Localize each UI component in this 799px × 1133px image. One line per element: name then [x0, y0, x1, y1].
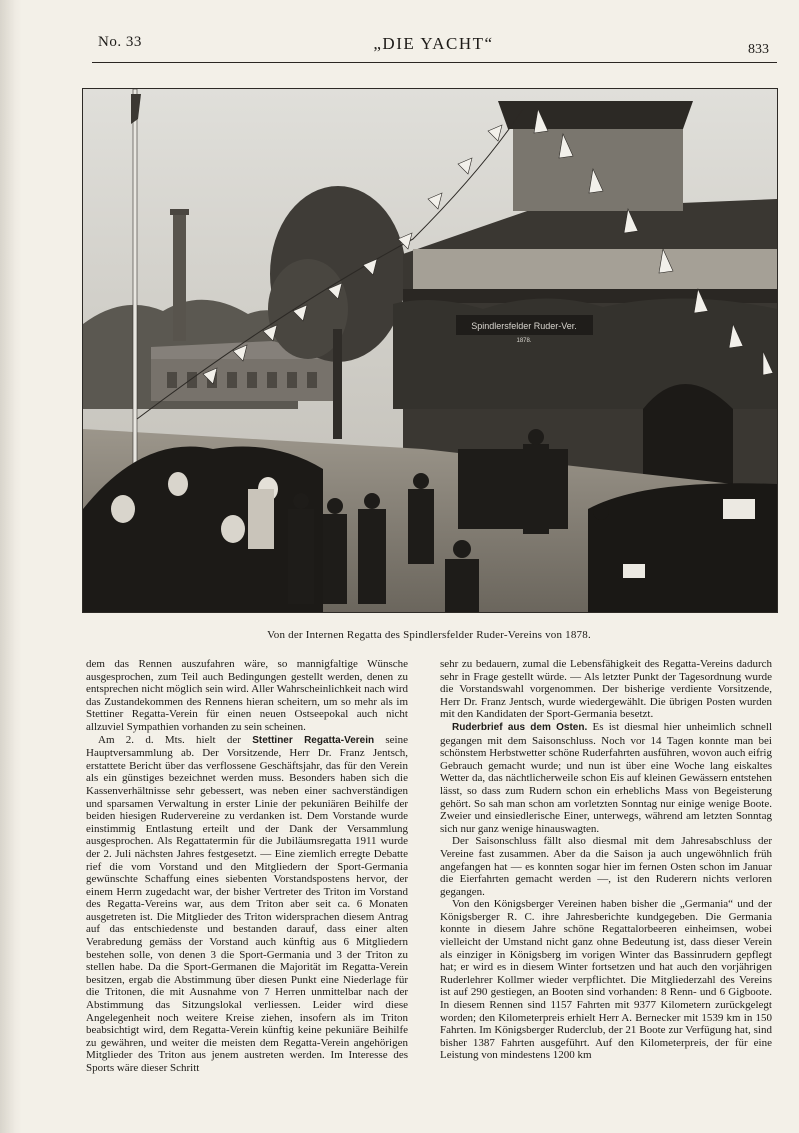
paragraph: dem das Rennen auszufahren wäre, so mannigfaltige Wünsche ausgesprochen, zum Teil auch Bedingungen gestellt werden, denen zu entsprechen nicht möglich sein wird. Aller Wahrscheinlichkeit nach wird das Zustandekommen des Rennens hieran scheitern, um so mehr als im Stettiner Regatta-Verein für einen neuen Ostseepokal auch nicht allzuviel Sympathien vorhanden zu sein scheinen. — [86, 658, 408, 733]
regatta-photograph — [82, 88, 778, 613]
issue-number: No. 33 — [98, 34, 142, 50]
page-edge-shadow — [0, 0, 22, 1133]
paragraph-text: seine Hauptversammlung ab. Der Vorsitzende, Herr Dr. Franz Jentsch, erstattete Bericht über das verflossene Geschäftsjahr, das für den Verein als ein günstiges bezeichnet werden muss. Besonders haben sich die Kassenverhältnisse sehr gebessert, was neben einer sachverständigen und sparsamen Verwaltung in erster Linie der pekuniären Beihilfe der beiden hiesigen Rudervereine zu verdanken ist. Dem Vorstande wurde einstimmig Entlastung erteilt und der Dank der Versammlung ausgesprochen. Als Regattatermin für die Jubiläumsregatta 1911 wurde der 2. Juli nächsten Jahres festgesetzt. — Eine ziemlich erregte Debatte rief die vom Vorstand und den Mitgliedern der Sport-Germania gewünschte Schaffung eines siebenten Vorstandspostens hervor, der einem Herrn zugedacht war, der bisher Vertreter des Triton im Vorstand des Regatta-Vereins war, aus dem Triton aber seit ca. 6 Monaten ausgetreten ist. Die Mitglieder des Triton widersprachen diesem Antrag auf das entschiedenste und bestanden darauf, dass einer alten Verabredung gemäss der Vorstand auch künftig aus 6 Mitgliedern bestehen solle, von denen 3 die Sport-Germania und 3 der Triton zu stellen habe. Da die Sport-Germanen die Majorität im Regatta-Verein besitzen, ergab die Abstimmung über diesen Punkt eine Niederlage für die Tritonen, die mit Ausnahme von 7 Herren unmittelbar nach der Abstimmung das Sitzungslokal verliessen. Leider wird diese Angelegenheit noch weitere Kreise ziehen, insofern als im Triton beabsichtigt wird, dem Regatta-Verein künftig keine pekuniäre Beihilfe zu gewähren, und weiter die meisten dem Regatta-Verein angehörigen Mitglieder des Triton aus jenem austreten werden. Im Interesse des Sports wäre dieser Schritt — [86, 733, 408, 1074]
photo-caption: Von der Internen Regatta des Spindlersfelder Ruder-Vereins von 1878. — [267, 629, 591, 641]
factory-chimney — [173, 211, 186, 341]
article-column-right — [440, 658, 772, 1062]
paragraph — [440, 721, 772, 835]
club-name-bold: Stettiner Regatta-Verein — [252, 734, 375, 746]
paragraph: Von den Königsberger Vereinen haben bisher die „Germania“ und der Königsberger R. C. ihre Jahresberichte kundgegeben. Die Germania konnte in diesem Jahre schöne Regattalorbeeren einheimsen, wobei vielleicht der Umstand nicht ganz ohne Bedeutung ist, dass dieser Verein als einziger in Königsberg im vorigen Winter das Bassinrudern gepflegt hat; er wird es in diesem Winter fortsetzen und hat auch den vorjährigen Ruderlehrer Kollmer wieder verpflichtet. Die Mitgliederzahl des Vereins ist auf 290 gestiegen, an Booten sind vorhanden: 8 Renn- und 6 Gigboote. In diesem Rennen sind 1157 Fahrten mit 9377 Kilometern zurückgelegt worden; den Kilometerpreis erhielt Herr A. Bernecker mit 1539 km in 150 Fahrten. Im Königsberger Ruderclub, der 21 Boote zur Verfügung hat, sind bisher 1387 Fahrten ausgeführt. Auf den Kilometerpreis, der für eine Leistung von mindestens 1200 km — [440, 898, 772, 1062]
page-header — [92, 34, 775, 60]
article-column-left — [86, 658, 408, 1075]
flagpole — [133, 89, 137, 489]
magazine-title: „DIE YACHT“ — [373, 34, 494, 53]
paragraph-lead: Am 2. d. Mts. hielt der — [98, 733, 253, 746]
photo-illustration — [83, 89, 777, 612]
boathouse-sign-year: 1878. — [516, 338, 532, 344]
page-number: 833 — [748, 42, 769, 57]
balcony-crowd — [413, 249, 777, 291]
crowd-right-band — [588, 483, 777, 612]
header-rule — [92, 62, 777, 63]
paragraph: sehr zu bedauern, zumal die Lebensfähigkeit des Regatta-Vereins dadurch sehr in Frage gestellt würde. — Als letzter Punkt der Tagesordnung wurde die Vorstandswahl vorgenommen. Der bisherige verdiente Vorsitzende, Herr Dr. Franz Jentsch, wurde wiedergewählt. Die übrigen Posten wurden mit den Kandidaten der Sport-Germania besetzt. — [440, 658, 772, 721]
section-heading-bold: Ruderbrief aus dem Osten. — [452, 721, 588, 733]
paragraph-text: Es ist diesmal hier unheimlich schnell gegangen mit dem Saisonschluss. Noch vor 14 Tagen konnte man bei schönstem Herbstwetter schöne Ruderfahrten ausführen, wovon auch eifrig Gebrauch gemacht wurde; und nun ist über eine Woche lang eiskaltes Wetter da, das nächtlicherweile schon Eis auf kleinen Gewässern entstehen lässt, so dass zum Rudern schon ein erheblichs Mass von Begeisterung gehört. So sah man schon am vorletzten Sonntag nur einige wenige Boote. Zweier und einsiedlerische Einer, unterwegs, während am letzten Sonntag sich nur ganz wenige hinauswagten. — [440, 720, 773, 835]
paragraph — [86, 734, 408, 1075]
paragraph: Der Saisonschluss fällt also diesmal mit dem Jahresabschluss der Vereine fast zusammen. Aber da die Saison ja auch ungewöhnlich früh angefangen hat — es konnten sogar hier im fernen Osten schon im Januar die Eierfahrten gemacht werden —, ist den Ruderern nichts verloren gegangen. — [440, 835, 772, 898]
boathouse-sign-text: Spindlersfelder Ruder-Ver. — [471, 321, 577, 331]
